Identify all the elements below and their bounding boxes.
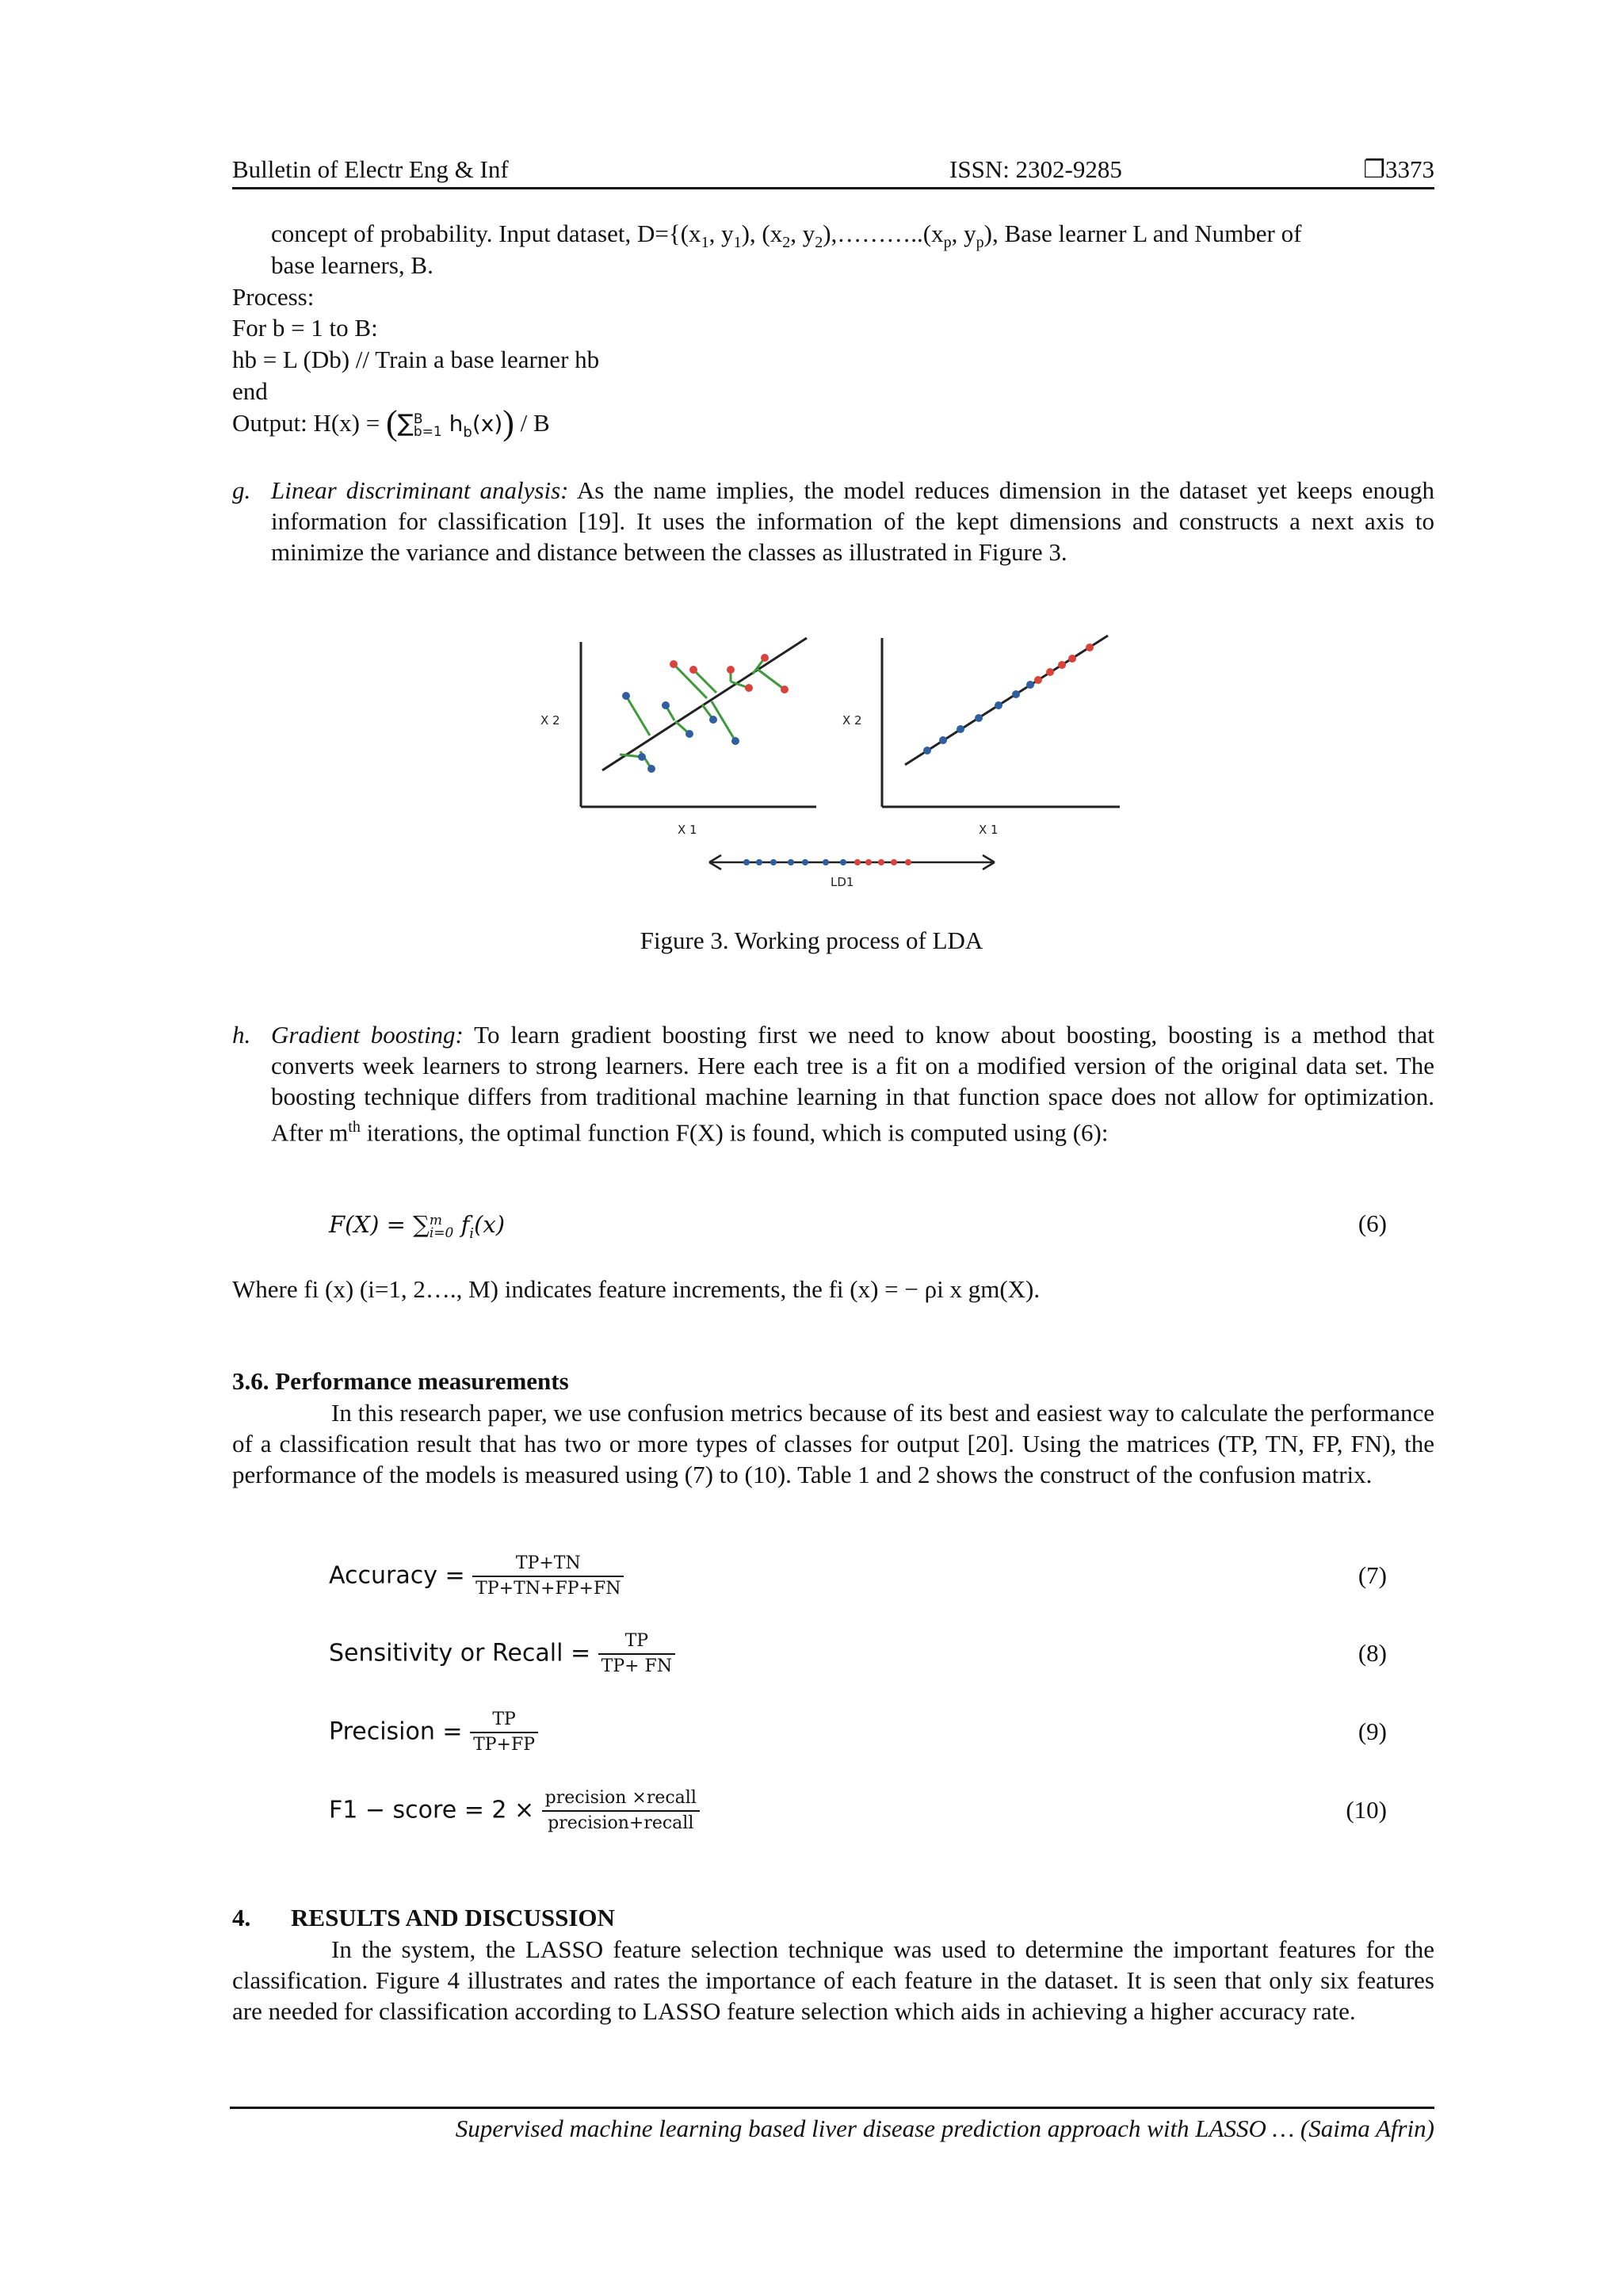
gb-title: Gradient boosting: xyxy=(271,1021,464,1049)
equation-10 xyxy=(329,1786,1387,1842)
section-3-6-heading: 3.6. Performance measurements xyxy=(232,1367,569,1395)
eq10-number: (10) xyxy=(1346,1796,1387,1824)
bagging-input-line: concept of probability. Input dataset, $D=\{(x_1$, $y_1$), ($x_2$, $y_2),\dots\dots\dots..(x_p$, $y_p$), Base learner L and Number of xyxy=(271,220,1302,252)
gb-marker: h. xyxy=(232,1021,251,1049)
eq8-number: (8) xyxy=(1358,1639,1387,1667)
equation-8 xyxy=(329,1629,1387,1685)
left-blue-points xyxy=(622,692,739,773)
ld1-label: LD1 xyxy=(831,875,854,889)
eq7-label: Accuracy = $\frac{TP+TN}{TP+TN+FP+FN}$ xyxy=(329,1552,624,1601)
footer-rule xyxy=(230,2107,1434,2109)
eq6-lhs: F(X) = ∑ m i=0 $f_i(x)$ xyxy=(329,1211,506,1242)
left-x2-label: X 2 xyxy=(540,713,560,728)
eq10-label: F1 − score = 2 × $\frac{\text{precision ×recall}}{\text{precision+recall}}$ xyxy=(329,1786,700,1836)
page-mark-icon: ❐ xyxy=(1363,155,1385,183)
issn: ISSN: 2302-9285 xyxy=(949,155,1122,183)
equation-6 xyxy=(329,1205,1387,1244)
header-rule xyxy=(232,187,1434,189)
bagging-base-learners: base learners, B. xyxy=(271,251,433,279)
journal-name: Bulletin of Electr Eng & Inf xyxy=(232,155,509,183)
lda-paragraph: Linear discriminant analysis: As the name implies, the model reduces dimension in the dataset yet keeps enough information for classification [19]. It uses the information of the kept dimensions and constructs a next axis to minimize the variance and distance between the classes as illustrated in Figure 3. xyxy=(271,476,1435,566)
gb-where: Where fi (x) (i=1, 2…., M) indicates feature increments, the fi (x) = − ρi x gm(X). xyxy=(232,1275,1041,1303)
left-projection-lines xyxy=(620,658,785,769)
lda-figure xyxy=(523,626,1125,896)
figure-right-panel xyxy=(842,636,1120,837)
gb-paragraph: Gradient boosting: To learn gradient boosting first we need to know about boosting, boosting is a method that converts week learners to strong learners. Here each tree is a fit on a modified version of the original data set. The boosting technique differs from traditional machine learning in that function space does not allow for optimization. After $m^{th}$ iterations, the optimal function F(X) is found, which is computed using (6): xyxy=(271,1021,1434,1147)
equation-7 xyxy=(329,1552,1387,1607)
bagging-output: Output: H(x) = (∑ B b=1 $h_b(x)$) / B xyxy=(232,403,550,442)
eq8-label: Sensitivity or Recall = $\frac{TP}{TP+ FN}$ xyxy=(329,1629,675,1679)
bagging-for: For b = 1 to B: xyxy=(232,314,378,342)
bagging-end: end xyxy=(232,377,268,405)
eq9-number: (9) xyxy=(1358,1717,1387,1745)
results-paragraph: In the system, the LASSO feature selection technique was used to determine the important features for the classification. Figure 4 illustrates and rates the importance of each feature in the dataset. It is seen that only six features are needed for classification according to LASSO feature selection which aids in achieving a higher accuracy rate. xyxy=(232,1935,1434,2025)
left-x1-label: X 1 xyxy=(678,823,697,837)
ld1-axis xyxy=(709,855,995,889)
right-x2-label: X 2 xyxy=(842,713,862,728)
eq9-label: Precision = $\frac{TP}{TP+FP}$ xyxy=(329,1708,538,1757)
eq7-number: (7) xyxy=(1358,1561,1387,1589)
right-projection-line xyxy=(905,636,1108,765)
lda-title: Linear discriminant analysis: xyxy=(271,476,569,504)
lda-marker: g. xyxy=(232,476,251,504)
page-number: 3373 xyxy=(1385,155,1434,183)
figure-caption: Figure 3. Working process of LDA xyxy=(640,926,983,954)
section-4-heading: RESULTS AND DISCUSSION xyxy=(291,1904,615,1931)
bagging-process: Process: xyxy=(232,283,315,311)
running-footer: Supervised machine learning based liver disease prediction approach with LASSO … (Saima Afrin) xyxy=(455,2115,1434,2142)
running-header xyxy=(232,155,1434,190)
figure-left-panel xyxy=(540,638,816,837)
performance-paragraph: In this research paper, we use confusion metrics because of its best and easiest way to calculate the performance of a classification result that has two or more types of classes for output [20]. Using the matrices (TP, TN, FP, FN), the performance of the models is measured using (7) to (10). Table 1 and 2 shows the construct of the confusion matrix. xyxy=(232,1399,1434,1488)
section-4-number: 4. xyxy=(232,1904,251,1931)
left-projection-line xyxy=(602,638,807,770)
bagging-train: hb = L (Db) // Train a base learner hb xyxy=(232,346,600,373)
eq6-number: (6) xyxy=(1358,1209,1387,1237)
right-x1-label: X 1 xyxy=(979,823,999,837)
page-number-block xyxy=(1363,155,1434,184)
equation-9 xyxy=(329,1708,1387,1763)
